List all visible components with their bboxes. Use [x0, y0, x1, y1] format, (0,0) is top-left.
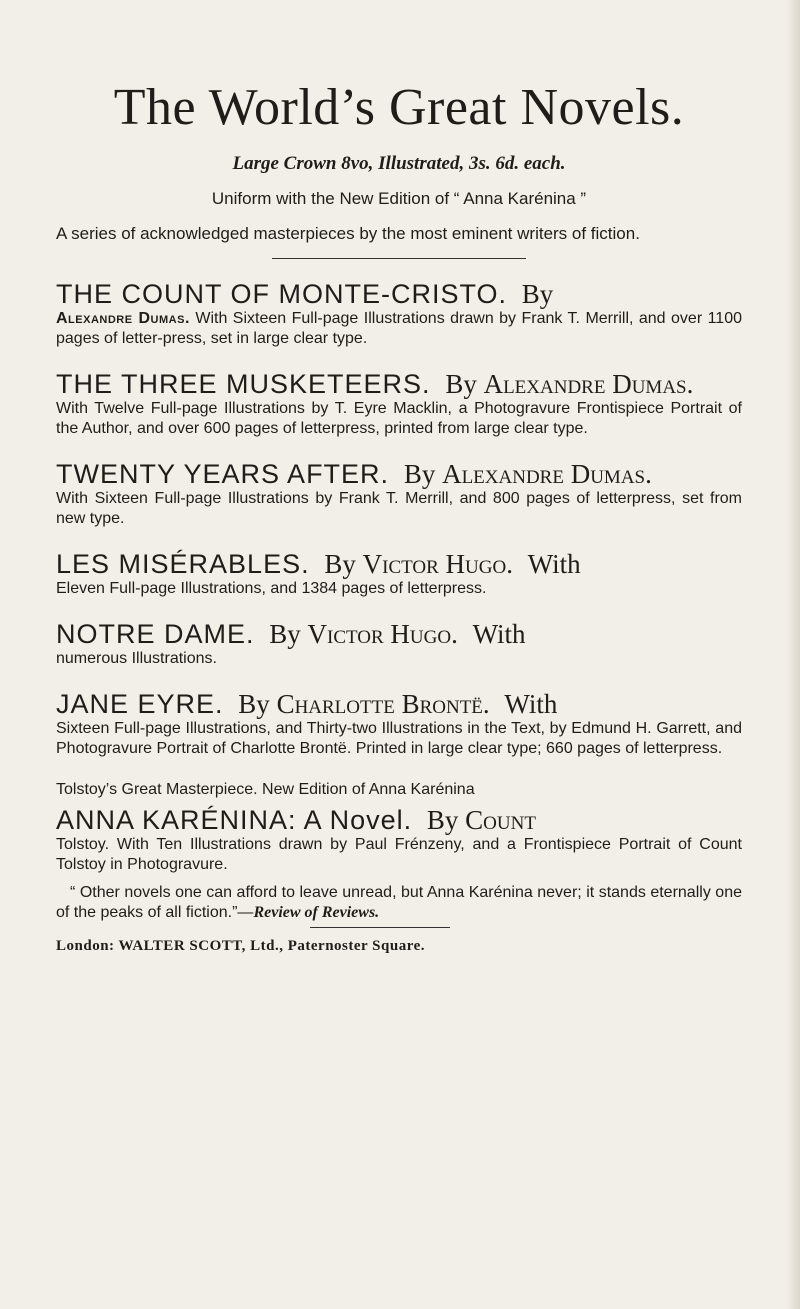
book-title: JANE EYRE.	[56, 689, 224, 719]
book-author: Alexandre Dumas.	[483, 369, 694, 399]
with-word: With	[527, 549, 581, 579]
book-entry-monte-cristo	[56, 279, 742, 349]
book-author: Victor Hugo.	[362, 549, 513, 579]
format-price-line: Large Crown 8vo, Illustrated, 3s. 6d. each.	[232, 153, 566, 174]
book-description: numerous Illustrations.	[56, 650, 217, 667]
book-author: Alexandre Dumas.	[56, 310, 190, 327]
book-title: LES MISÉRABLES.	[56, 549, 310, 579]
book-description: With Sixteen Full-page Illustrations by Frank T. Merrill, and 800 pages of letterpress, set from new type.	[56, 490, 742, 527]
book-entry-jane-eyre	[56, 689, 742, 759]
book-description: Tolstoy. With Ten Illustrations drawn by Paul Frénzeny, and a Frontispiece Portrait of Count Tolstoy in Photogravure.	[56, 836, 742, 873]
review-quote	[56, 883, 742, 923]
with-word: With	[472, 619, 526, 649]
page-edge-shadow	[786, 0, 800, 1309]
quote-text: “ Other novels one can afford to leave unread, but Anna Karénina never; it stands eternally one of the peaks of all fiction.”—	[56, 884, 742, 921]
book-description: Sixteen Full-page Illustrations, and Thirty-two Illustrations in the Text, by Edmund H. Garrett, and Photogravure Portrait of Charlotte Brontë. Printed in large clear type; 660 pages of letterpress.	[56, 720, 742, 757]
with-word: With	[504, 689, 558, 719]
publisher-imprint: London: WALTER SCOTT, Ltd., Paternoster Square.	[56, 938, 425, 954]
uniform-edition-line: Uniform with the New Edition of “ Anna Karénina ”	[211, 189, 587, 208]
book-title: TWENTY YEARS AFTER.	[56, 459, 390, 489]
by-word: By	[403, 459, 436, 489]
divider-rule	[272, 258, 526, 259]
book-author: Alexandre Dumas.	[442, 459, 652, 489]
book-description: With Sixteen Full-page Illustrations drawn by Frank T. Merrill, and over 1100 pages of letter-press, set in large clear type.	[56, 310, 742, 347]
series-intro: A series of acknowledged masterpieces by the most eminent writers of fiction.	[56, 224, 640, 243]
book-title: NOTRE DAME.	[56, 619, 255, 649]
by-word: By	[269, 619, 301, 649]
advertisement-page	[56, 78, 742, 955]
by-word: By	[521, 279, 554, 309]
divider-rule	[310, 927, 450, 928]
book-entry-anna-karenina	[56, 805, 742, 875]
by-word: By	[324, 549, 356, 579]
book-title: THE COUNT OF MONTE-CRISTO.	[56, 279, 507, 309]
book-description: Eleven Full-page Illustrations, and 1384 pages of letterpress.	[56, 580, 487, 597]
book-description: With Twelve Full-page Illustrations by T. Eyre Macklin, a Photogravure Frontispiece Portrait of the Author, and over 600 pages of letterpress, printed from large clear type.	[56, 400, 742, 437]
book-title: THE THREE MUSKETEERS.	[56, 369, 431, 399]
book-entry-notre-dame	[56, 619, 742, 669]
book-entry-three-musketeers	[56, 369, 742, 439]
book-entry-twenty-years-after	[56, 459, 742, 529]
book-author: Victor Hugo.	[307, 619, 458, 649]
by-word: By	[238, 689, 270, 719]
book-author: Count	[465, 805, 536, 835]
book-author: Charlotte Brontë.	[276, 689, 490, 719]
book-entry-les-miserables	[56, 549, 742, 599]
by-word: By	[445, 369, 477, 399]
book-title: ANNA KARÉNINA: A Novel.	[56, 805, 413, 835]
page-title: The World’s Great Novels.	[113, 79, 685, 136]
quote-source: Review of Reviews.	[253, 904, 380, 921]
tolstoy-note: Tolstoy’s Great Masterpiece. New Edition of Anna Karénina	[56, 781, 475, 798]
by-word: By	[426, 805, 459, 835]
